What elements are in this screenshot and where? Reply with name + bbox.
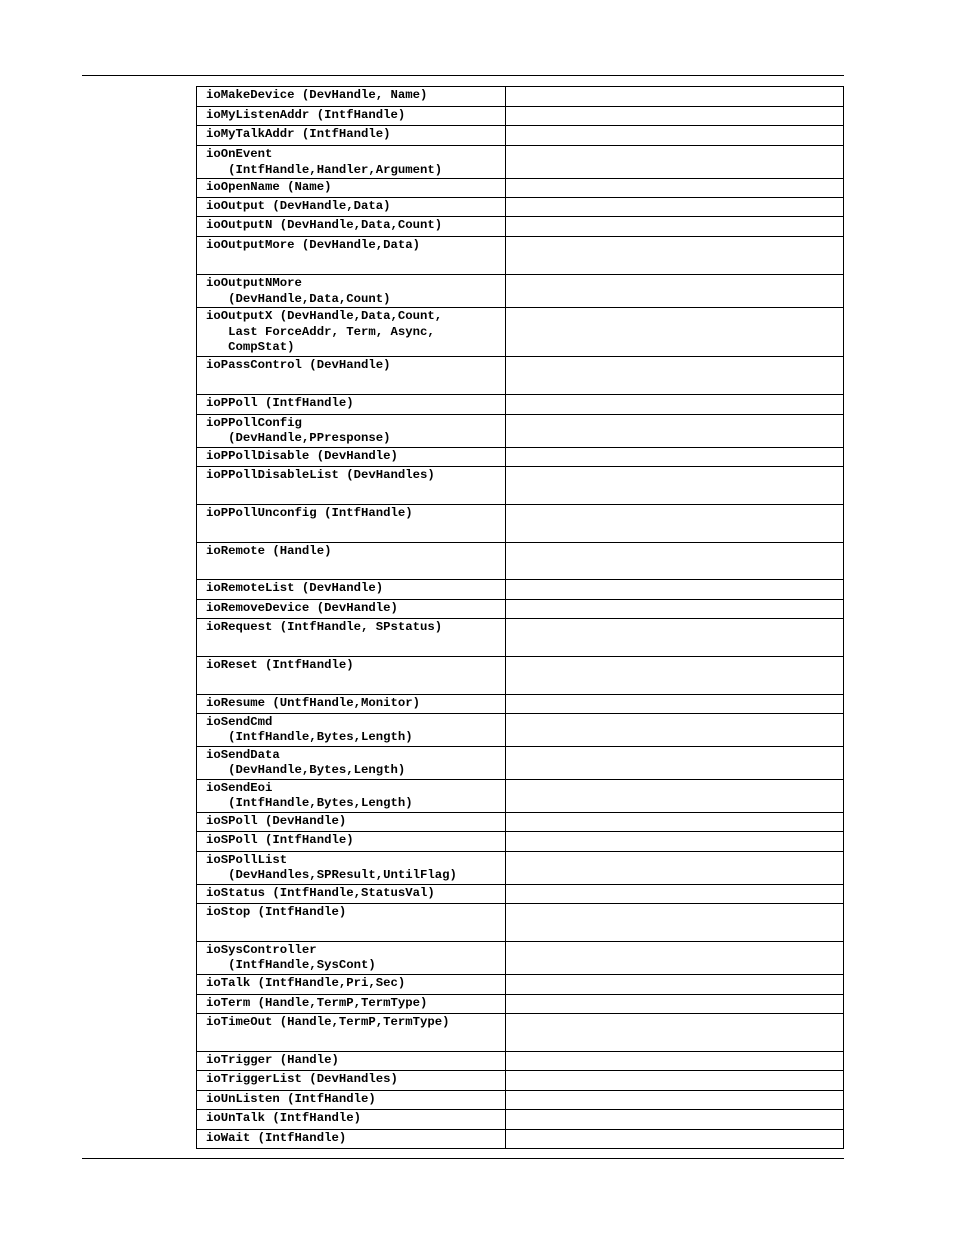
description-cell (506, 542, 844, 579)
function-signature: ioOutputN (DevHandle,Data,Count) (206, 218, 443, 232)
table-row (197, 414, 844, 447)
description-cell (506, 694, 844, 713)
function-signature: ioSPollList (DevHandles,SPResult,UntilFlag) (206, 852, 457, 882)
table-row (197, 447, 844, 466)
function-table (196, 86, 844, 1149)
table-row (197, 275, 844, 308)
description-cell (506, 447, 844, 466)
description-cell (506, 903, 844, 941)
table-row (197, 394, 844, 414)
description-cell (506, 974, 844, 994)
description-cell (506, 713, 844, 746)
function-signature: ioOutput (DevHandle,Data) (206, 199, 391, 213)
table-row (197, 87, 844, 107)
description-cell (506, 1090, 844, 1109)
table-row (197, 656, 844, 694)
table-row (197, 126, 844, 146)
table-row (197, 1090, 844, 1109)
description-cell (506, 618, 844, 656)
table-row (197, 618, 844, 656)
table-row (197, 713, 844, 746)
function-signature: ioTalk (IntfHandle,Pri,Sec) (206, 975, 406, 990)
function-signature: ioPPollDisable (DevHandle) (206, 448, 398, 463)
table-row (197, 903, 844, 941)
table-row (197, 356, 844, 394)
function-signature: ioMakeDevice (DevHandle, Name) (206, 88, 428, 102)
function-signature: ioRemoveDevice (DevHandle) (206, 600, 398, 615)
table-row (197, 851, 844, 884)
description-cell (506, 198, 844, 217)
table-row (197, 107, 844, 126)
description-cell (506, 504, 844, 542)
table-row (197, 779, 844, 812)
table-row (197, 1070, 844, 1090)
description-cell (506, 1013, 844, 1051)
table-row (197, 812, 844, 831)
table-row (197, 994, 844, 1013)
function-signature: ioSPoll (DevHandle) (206, 813, 347, 828)
description-cell (506, 812, 844, 831)
description-cell (506, 107, 844, 126)
table-row (197, 746, 844, 779)
description-cell (506, 237, 844, 275)
function-signature: ioRemoteList (DevHandle) (206, 580, 384, 595)
description-cell (506, 146, 844, 179)
function-signature: ioOutputNMore (DevHandle,Data,Count) (206, 276, 391, 306)
footer-rule (82, 1158, 844, 1159)
function-signature: ioPPollConfig (DevHandle,PPresponse) (206, 415, 391, 445)
description-cell (506, 1129, 844, 1148)
description-cell (506, 599, 844, 618)
function-signature: ioOnEvent (IntfHandle,Handler,Argument) (206, 147, 443, 177)
function-signature: ioTerm (Handle,TermP,TermType) (206, 995, 428, 1010)
function-signature: ioPassControl (DevHandle) (206, 357, 391, 372)
table-row (197, 198, 844, 217)
function-signature: ioSPoll (IntfHandle) (206, 832, 354, 847)
table-row (197, 599, 844, 618)
function-signature: ioPPollDisableList (DevHandles) (206, 467, 435, 482)
description-cell (506, 656, 844, 694)
table-row (197, 831, 844, 851)
description-cell (506, 217, 844, 237)
table-row (197, 974, 844, 994)
description-cell (506, 851, 844, 884)
table-row (197, 179, 844, 198)
table-row (197, 1129, 844, 1148)
description-cell (506, 356, 844, 394)
description-cell (506, 414, 844, 447)
description-cell (506, 941, 844, 974)
description-cell (506, 1109, 844, 1129)
function-signature: ioOutputMore (DevHandle,Data) (206, 238, 421, 252)
header-rule (82, 75, 844, 76)
description-cell (506, 579, 844, 599)
table-row (197, 237, 844, 275)
function-signature: ioPPoll (IntfHandle) (206, 395, 354, 410)
function-signature: ioPPollUnconfig (IntfHandle) (206, 505, 413, 520)
table-row (197, 542, 844, 579)
description-cell (506, 884, 844, 903)
function-signature: ioStatus (IntfHandle,StatusVal) (206, 885, 435, 900)
description-cell (506, 394, 844, 414)
function-signature: ioReset (IntfHandle) (206, 657, 354, 672)
function-signature: ioRequest (IntfHandle, SPstatus) (206, 619, 443, 634)
function-signature: ioStop (IntfHandle) (206, 904, 347, 919)
function-signature: ioTriggerList (DevHandles) (206, 1071, 398, 1086)
function-signature: ioUnTalk (IntfHandle) (206, 1110, 361, 1125)
function-signature: ioSendData (DevHandle,Bytes,Length) (206, 747, 406, 777)
function-signature: ioSysController (IntfHandle,SysCont) (206, 942, 376, 972)
function-signature: ioTimeOut (Handle,TermP,TermType) (206, 1014, 450, 1029)
description-cell (506, 779, 844, 812)
description-cell (506, 179, 844, 198)
function-signature: ioWait (IntfHandle) (206, 1130, 347, 1145)
description-cell (506, 831, 844, 851)
table-row (197, 308, 844, 357)
description-cell (506, 1051, 844, 1070)
function-signature: ioMyTalkAddr (IntfHandle) (206, 127, 391, 141)
table-row (197, 884, 844, 903)
description-cell (506, 466, 844, 504)
table-row (197, 146, 844, 179)
function-signature: ioResume (UntfHandle,Monitor) (206, 695, 421, 710)
function-signature: ioSendCmd (IntfHandle,Bytes,Length) (206, 714, 413, 744)
description-cell (506, 308, 844, 357)
table-row (197, 694, 844, 713)
function-signature: ioOutputX (DevHandle,Data,Count, Last ForceAddr, Term, Async, CompStat) (206, 309, 443, 354)
table-row (197, 466, 844, 504)
description-cell (506, 275, 844, 308)
function-signature: ioOpenName (Name) (206, 180, 332, 194)
description-cell (506, 1070, 844, 1090)
table-row (197, 941, 844, 974)
table-row (197, 579, 844, 599)
function-signature: ioMyListenAddr (IntfHandle) (206, 108, 406, 122)
table-row (197, 217, 844, 237)
description-cell (506, 126, 844, 146)
function-signature: ioSendEoi (IntfHandle,Bytes,Length) (206, 780, 413, 810)
table-row (197, 1109, 844, 1129)
table-row (197, 1013, 844, 1051)
function-signature: ioUnListen (IntfHandle) (206, 1091, 376, 1106)
description-cell (506, 746, 844, 779)
description-cell (506, 994, 844, 1013)
description-cell (506, 87, 844, 107)
table-row (197, 504, 844, 542)
table-row (197, 1051, 844, 1070)
function-signature: ioRemote (Handle) (206, 543, 332, 558)
function-signature: ioTrigger (Handle) (206, 1052, 339, 1067)
